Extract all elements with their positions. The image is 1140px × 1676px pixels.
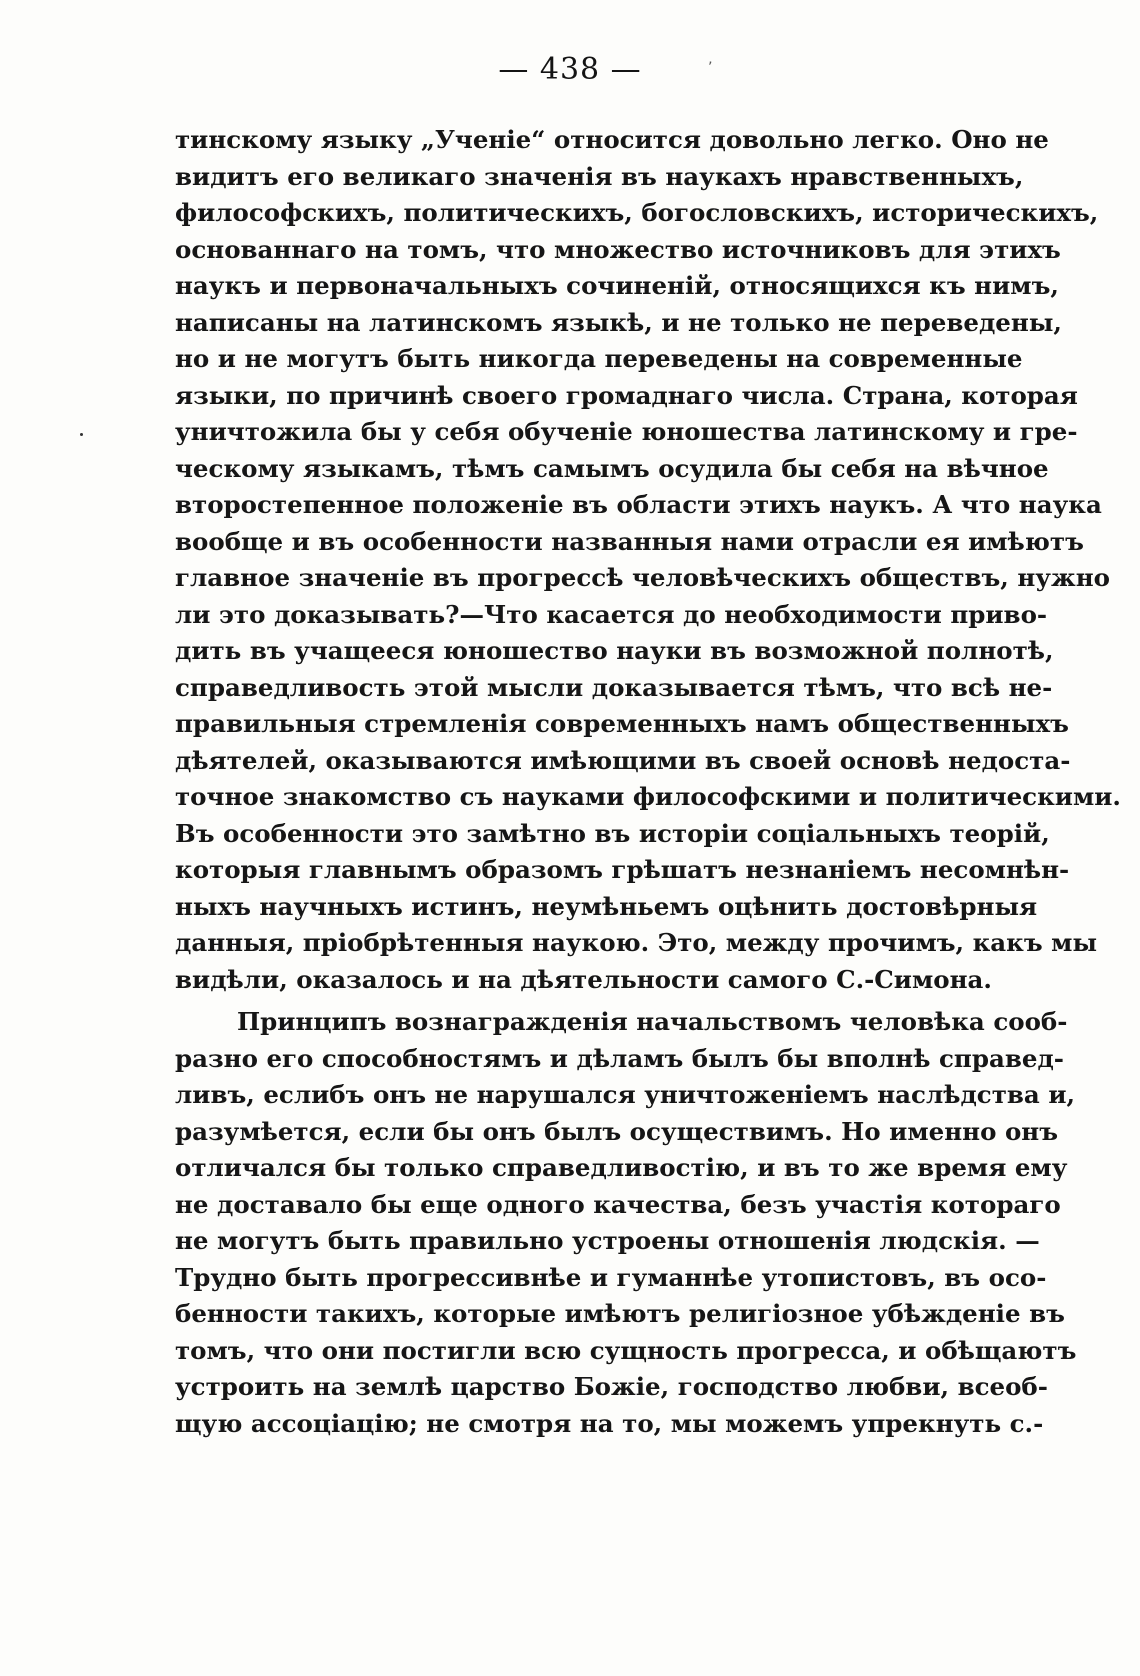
text-line: бенности такихъ, которые имѣютъ религіозное убѣжденіе въ xyxy=(175,1299,1065,1328)
text-line: ли это доказывать?—Что касается до необходимости приво- xyxy=(175,599,1048,629)
ink-mark: ’ xyxy=(708,60,713,76)
text-line: написаны на латинскомъ языкѣ, и не только не переведены, xyxy=(175,307,1062,337)
text-line: отличался бы только справедливостію, и въ то же время ему xyxy=(175,1153,1068,1182)
text-line: устроить на землѣ царство Божіе, господство любви, всеоб- xyxy=(175,1372,1048,1401)
text-line: дѣятелей, оказываются имѣющими въ своей основѣ недоста- xyxy=(175,745,1071,775)
text-line: щую ассоціацію; не смотря на то, мы можемъ упрекнуть с.- xyxy=(175,1408,1044,1438)
page-number: — 438 — xyxy=(498,52,642,87)
text-line: философскихъ, политическихъ, богословскихъ, историческихъ, xyxy=(175,198,1099,227)
text-line: вообще и въ особенности названныя нами отрасли ея имѣютъ xyxy=(175,526,1084,556)
text-line: которыя главнымъ образомъ грѣшатъ незнаніемъ несомнѣн- xyxy=(175,855,1070,884)
text-line: данныя, пріобрѣтенныя наукою. Это, между прочимъ, какъ мы xyxy=(175,928,1098,957)
body-text xyxy=(175,122,1121,1442)
text-line: разумѣется, если бы онъ былъ осуществимъ. Но именно онъ xyxy=(175,1116,1059,1146)
text-line: справедливость этой мысли доказывается тѣмъ, что всѣ не- xyxy=(175,672,1053,702)
text-line: томъ, что они постигли всю сущность прогресса, и обѣщаютъ xyxy=(175,1335,1077,1365)
text-line: Въ особенности это замѣтно въ исторіи соціальныхъ теорій, xyxy=(175,818,1050,848)
text-line: уничтожила бы у себя обученіе юношества латинскому и гре- xyxy=(175,417,1078,446)
text-line: Трудно быть прогрессивнѣе и гуманнѣе утопистовъ, въ осо- xyxy=(175,1262,1047,1292)
text-line: тинскому языку „Ученіе“ относится довольно легко. Оно не xyxy=(175,125,1049,154)
text-line: но и не могутъ быть никогда переведены на современные xyxy=(175,344,1023,373)
paragraph-1 xyxy=(175,122,1121,998)
text-line: второстепенное положеніе въ области этихъ наукъ. А что наука xyxy=(175,490,1102,519)
text-line: правильныя стремленія современныхъ намъ общественныхъ xyxy=(175,709,1069,738)
text-line: видитъ его великаго значенія въ наукахъ нравственныхъ, xyxy=(175,161,1024,191)
text-line: основаннаго на томъ, что множество источниковъ для этихъ xyxy=(175,234,1061,264)
paragraph-2 xyxy=(175,1004,1077,1442)
text-line: не доставало бы еще одного качества, безъ участія котораго xyxy=(175,1189,1061,1219)
text-line: дить въ учащееся юношество науки въ возможной полнотѣ, xyxy=(175,636,1054,665)
text-line: ческому языкамъ, тѣмъ самымъ осудила бы себя на вѣчное xyxy=(175,453,1049,483)
text-line: Принципъ вознагражденія начальствомъ человѣка сооб- xyxy=(237,1007,1068,1036)
text-line: языки, по причинѣ своего громаднаго числа. Страна, которая xyxy=(175,380,1078,410)
text-line: наукъ и первоначальныхъ сочиненій, относящихся къ нимъ, xyxy=(175,271,1059,300)
text-line: не могутъ быть правильно устроены отношенія людскія. — xyxy=(175,1226,1040,1255)
text-line: видѣли, оказалось и на дѣятельности самого С.-Симона. xyxy=(175,964,992,994)
text-line: точное знакомство съ науками философскими и политическими. xyxy=(175,782,1121,811)
margin-speck xyxy=(80,433,83,436)
text-line: ливъ, еслибъ онъ не нарушался уничтоженіемъ наслѣдства и, xyxy=(175,1080,1076,1109)
text-line: главное значеніе въ прогрессѣ человѣческихъ обществъ, нужно xyxy=(175,563,1110,592)
text-line: ныхъ научныхъ истинъ, неумѣньемъ оцѣнить достовѣрныя xyxy=(175,891,1038,921)
text-line: разно его способностямъ и дѣламъ былъ бы вполнѣ справед- xyxy=(175,1043,1064,1073)
